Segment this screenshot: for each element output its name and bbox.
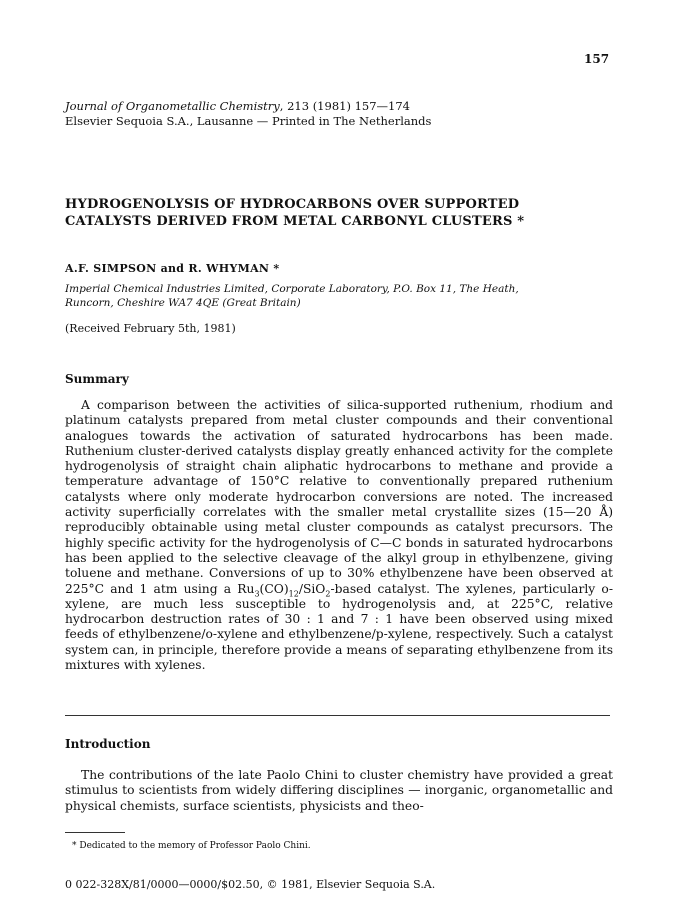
affiliation-line-1: Imperial Chemical Industries Limited, Corporate Laboratory, P.O. Box 11, The Heath, — [65, 283, 519, 295]
journal-volume-pages: , 213 (1981) 157—174 — [279, 99, 410, 113]
formula-ru: Ru — [237, 581, 255, 596]
received-date: (Received February 5th, 1981) — [65, 322, 236, 335]
article-title — [65, 196, 625, 230]
abstract-divider — [65, 715, 610, 716]
footnote-divider — [65, 832, 125, 833]
formula-sub-2: 2 — [325, 589, 331, 599]
journal-citation — [65, 99, 431, 114]
authors: A.F. SIMPSON and R. WHYMAN * — [65, 262, 280, 275]
footnote: * Dedicated to the memory of Professor Paolo Chini. — [72, 841, 311, 851]
formula-co: (CO) — [259, 581, 289, 596]
title-line-2: CATALYSTS DERIVED FROM METAL CARBONYL CLUSTERS * — [65, 214, 525, 229]
summary-part-2: -based catalyst. The xylenes, particularly o-xylene, are much less susceptible to hydrogenolysis and, at 225°C, relative hydrocarbon destruction rates of 30 : 1 and 7 : 1 have been observed using mixed feeds of ethylbenzene/o-xylene and ethylbenzene/p-xylene, respectively. Such a catalyst system can, in principle, therefore provide a means of separating ethylbenzene from its mixtures with xylenes. — [65, 581, 613, 673]
journal-name: Journal of Organometallic Chemistry — [65, 99, 280, 113]
formula-sio: /SiO — [298, 581, 326, 596]
affiliation-line-2: Runcorn, Cheshire WA7 4QE (Great Britain) — [65, 297, 301, 309]
title-line-1: HYDROGENOLYSIS OF HYDROCARBONS OVER SUPPORTED — [65, 197, 520, 212]
copyright-line: 0 022-328X/81/0000—0000/$02.50, © 1981, Elsevier Sequoia S.A. — [65, 878, 436, 891]
affiliation — [65, 282, 625, 310]
summary-text — [65, 398, 613, 673]
introduction-text: The contributions of the late Paolo Chini to cluster chemistry have provided a great stimulus to scientists from widely differing disciplines — inorganic, organometallic and physical chemists, surface scientists, physicists and theo- — [65, 768, 613, 813]
page-number: 157 — [584, 52, 610, 66]
journal-header — [65, 99, 431, 129]
formula-sub-3: 3 — [254, 589, 260, 599]
publisher-line: Elsevier Sequoia S.A., Lausanne — Printed in The Netherlands — [65, 114, 432, 128]
summary-part-1: A comparison between the activities of silica-supported ruthenium, rhodium and platinum catalysts prepared from metal cluster compounds and their conventional analogues towards the activation of saturated hydrocarbons has been made. Ruthenium cluster-derived catalysts display greatly enhanced activity for the complete hydrogenolysis of straight chain aliphatic hydrocarbons to methane and provide a temperature advantage of 150°C relative to conventionally prepared ruthenium catalysts where only moderate hydrocarbon conversions are noted. The increased activity superficially correlates with the smaller metal crystallite sizes (15—20 Å) reproducibly obtainable using metal cluster compounds as catalyst precursors. The highly specific activity for the hydrogenolysis of C—C bonds in saturated hydrocarbons has been applied to the selective cleavage of the alkyl group in ethylbenzene, giving toluene and methane. Conversions of up to 30% ethylbenzene have been observed at 225°C and 1 atm using a — [65, 398, 613, 596]
introduction-heading: Introduction — [65, 737, 151, 751]
formula-sub-12: 12 — [288, 589, 299, 599]
summary-heading: Summary — [65, 372, 129, 386]
